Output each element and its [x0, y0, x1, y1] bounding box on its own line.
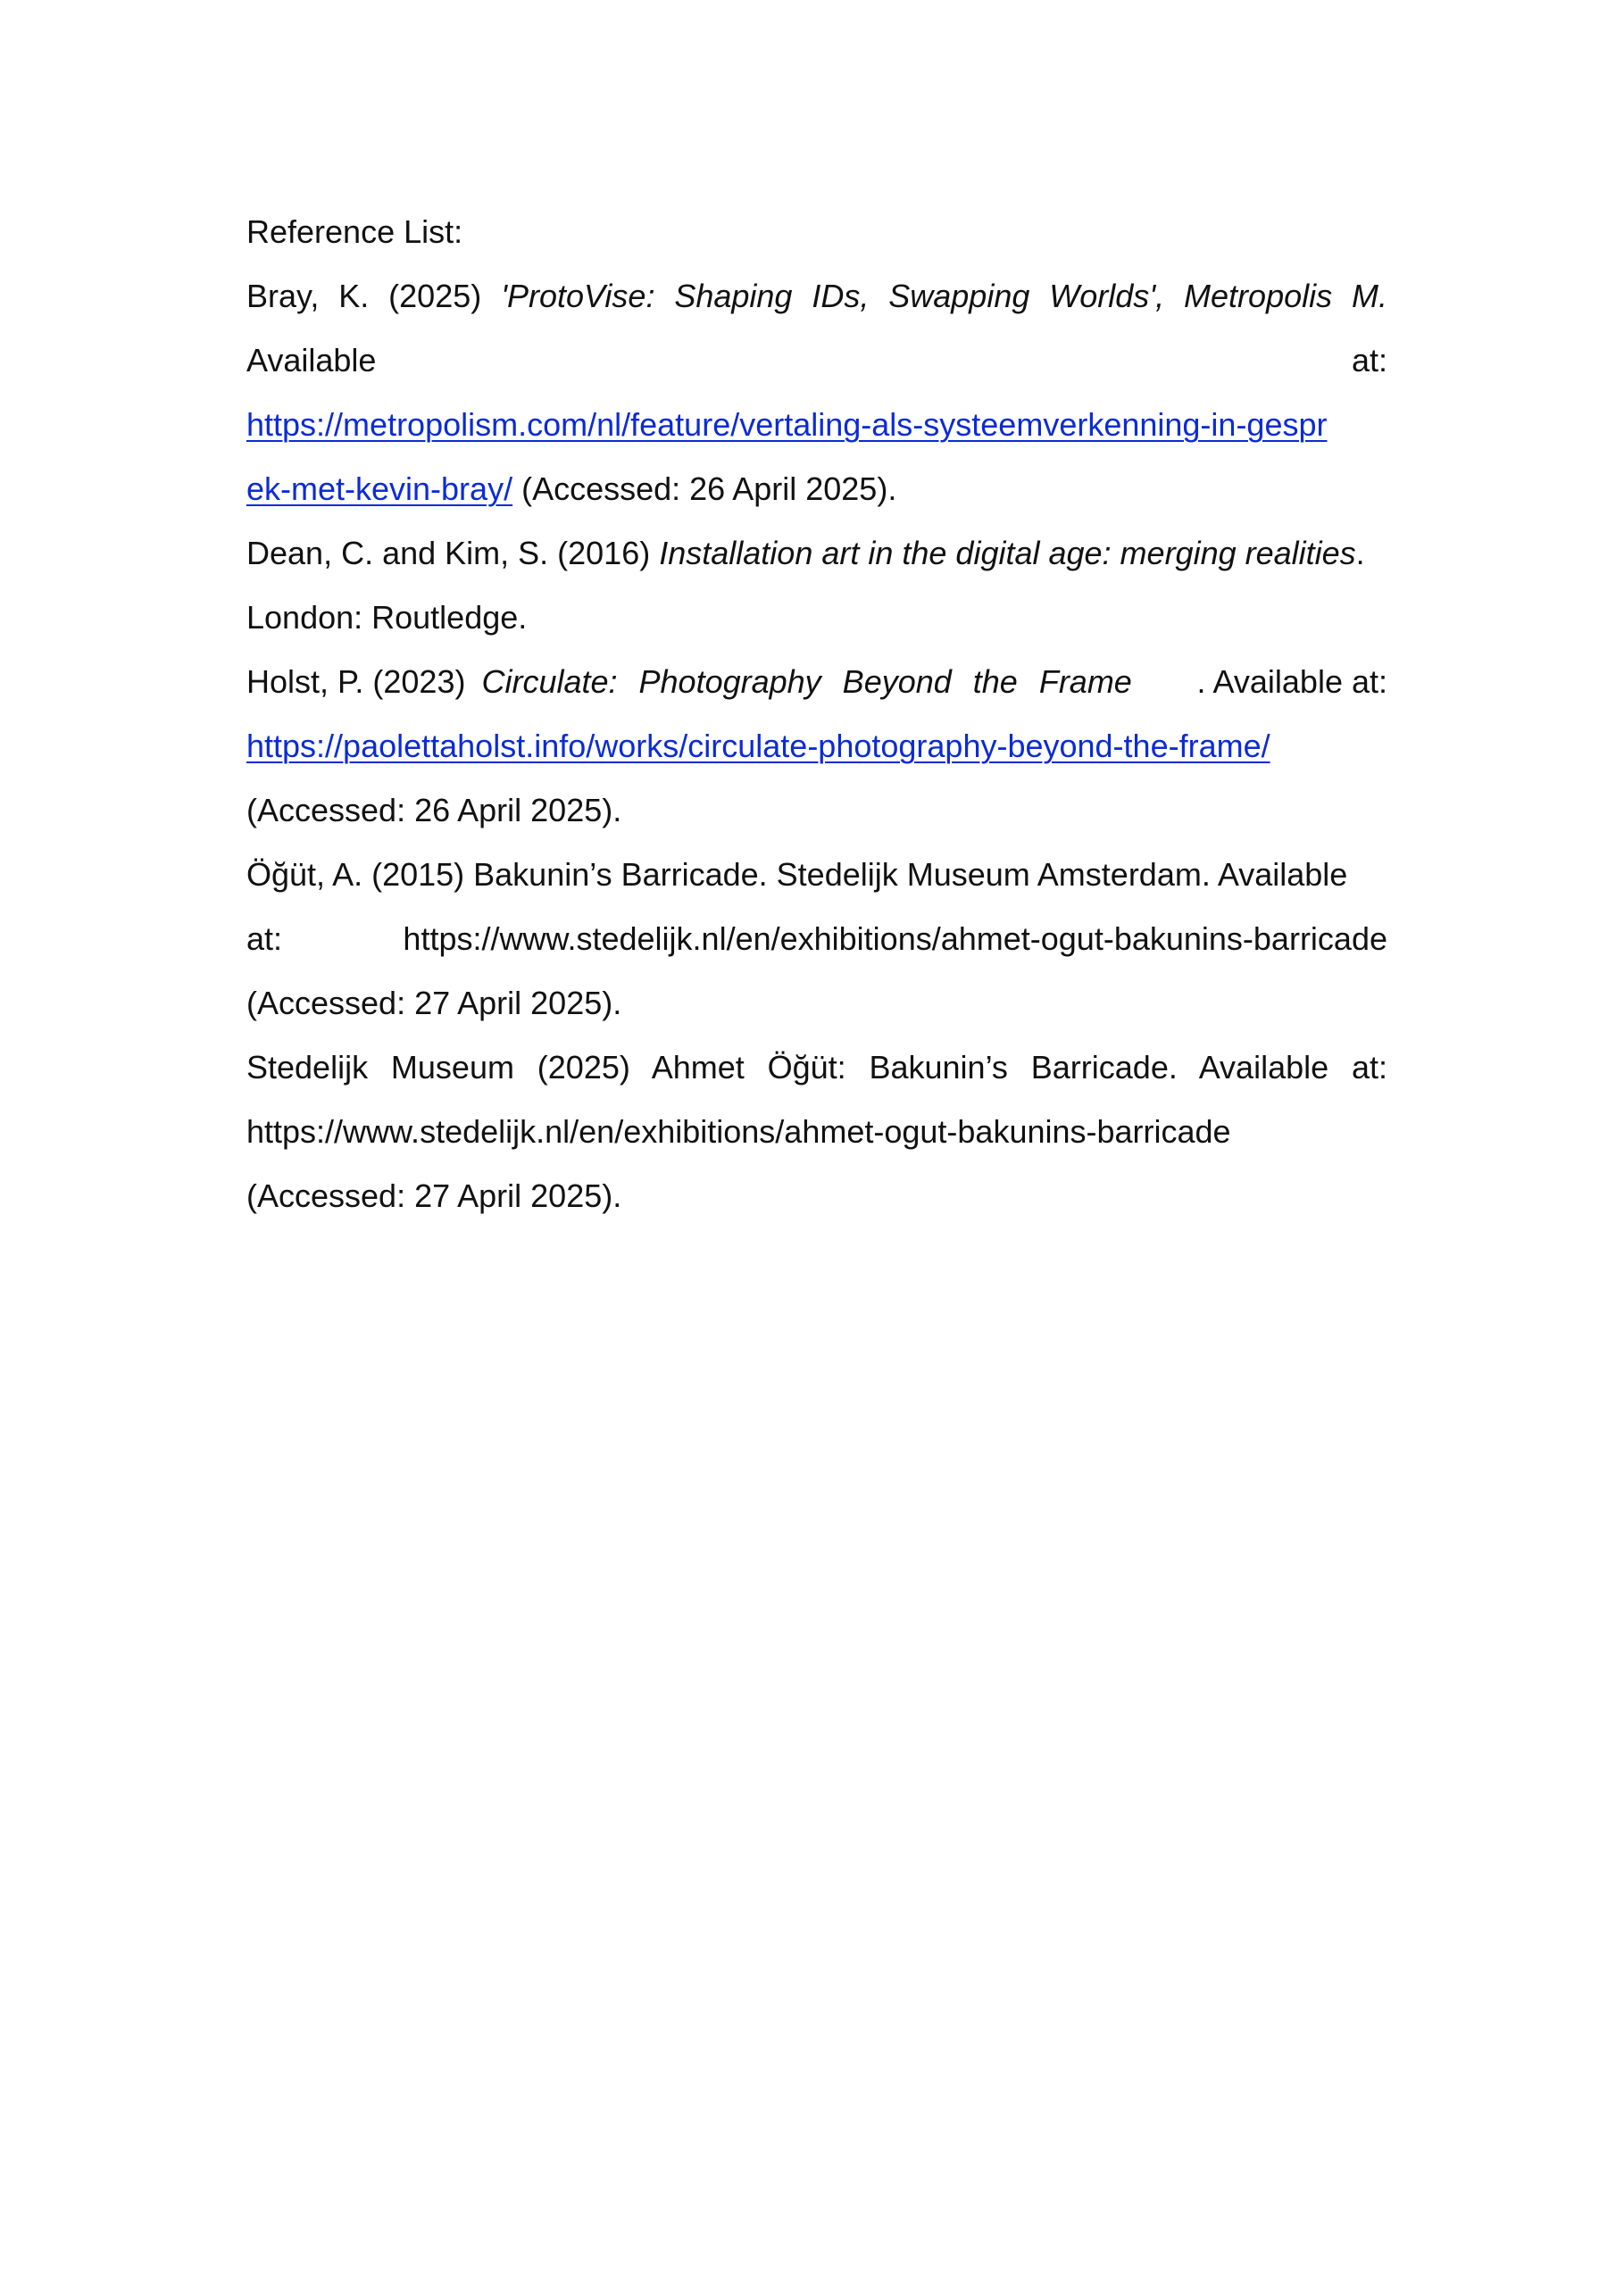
reference-bray-at: at: — [1351, 342, 1387, 379]
reference-bray-author-year: Bray, K. (2025) — [246, 278, 482, 314]
reference-dean-kim-line-1 — [246, 521, 1387, 586]
reference-ogut-at: at: — [246, 920, 283, 957]
reference-dean-kim-author-year: Dean, C. and Kim, S. (2016) — [246, 535, 651, 571]
reference-ogut-url: https://www.stedelijk.nl/en/exhibitions/ahmet-ogut-bakunins-barricade — [403, 920, 1387, 957]
reference-stedelijk-accessed: (Accessed: 27 April 2025). — [246, 1177, 622, 1214]
reference-bray-line-4 — [246, 457, 1387, 521]
reference-stedelijk-line-2 — [246, 1100, 1387, 1164]
reference-bray-link-part-2[interactable]: ek-met-kevin-bray/ — [246, 470, 513, 507]
reference-ogut-line-3 — [246, 971, 1387, 1036]
heading-colon: : — [454, 213, 463, 250]
reference-bray-line-2 — [246, 329, 1387, 393]
reference-stedelijk-line-1 — [246, 1036, 1387, 1100]
reference-holst-accessed: (Accessed: 26 April 2025). — [246, 792, 622, 828]
reference-ogut-line-2 — [246, 907, 1387, 971]
reference-bray-line-3 — [246, 393, 1387, 457]
reference-holst-line-3 — [246, 778, 1387, 843]
reference-holst-available: . Available at: — [1196, 663, 1387, 700]
reference-holst-line-1 — [246, 650, 1387, 714]
reference-bray-accessed: (Accessed: 26 April 2025). — [521, 470, 897, 507]
reference-stedelijk-text: Stedelijk Museum (2025) Ahmet Öğüt: Bakunin’s Barricade. Available at: — [246, 1049, 1387, 1086]
reference-holst-title-wrap — [465, 650, 1387, 714]
reference-bray-title: 'ProtoVise: Shaping IDs, Swapping Worlds', Metropolis M. — [501, 278, 1387, 314]
reference-ogut-accessed: (Accessed: 27 April 2025). — [246, 985, 622, 1021]
reference-dean-kim-publisher: London: Routledge. — [246, 599, 528, 636]
reference-list — [246, 200, 1387, 1228]
reference-ogut-line-1 — [246, 843, 1387, 907]
reference-holst-title: Circulate: Photography Beyond the Frame — [481, 663, 1132, 700]
reference-dean-kim-line-2 — [246, 586, 1387, 650]
reference-dean-kim-title-end: . — [1355, 535, 1365, 571]
reference-list-heading — [246, 200, 1387, 264]
reference-holst-link[interactable]: https://paolettaholst.info/works/circulate-photography-beyond-the-frame/ — [246, 728, 1270, 764]
reference-stedelijk-line-3 — [246, 1164, 1387, 1228]
reference-dean-kim-title: Installation art in the digital age: merging realities — [659, 535, 1356, 571]
reference-bray-link-part-1[interactable]: https://metropolism.com/nl/feature/vertaling-als-systeemverkenning-in-gespr — [246, 406, 1328, 443]
reference-bray-line-1 — [246, 264, 1387, 329]
heading-label: Reference List — [246, 213, 454, 250]
reference-stedelijk-url: https://www.stedelijk.nl/en/exhibitions/ahmet-ogut-bakunins-barricade — [246, 1113, 1231, 1150]
reference-bray-available: Available — [246, 342, 377, 379]
reference-ogut-text: Öğüt, A. (2015) Bakunin’s Barricade. Stedelijk Museum Amsterdam. Available — [246, 856, 1348, 893]
reference-holst-author-year: Holst, P. (2023) — [246, 663, 466, 700]
reference-holst-line-2 — [246, 714, 1387, 778]
